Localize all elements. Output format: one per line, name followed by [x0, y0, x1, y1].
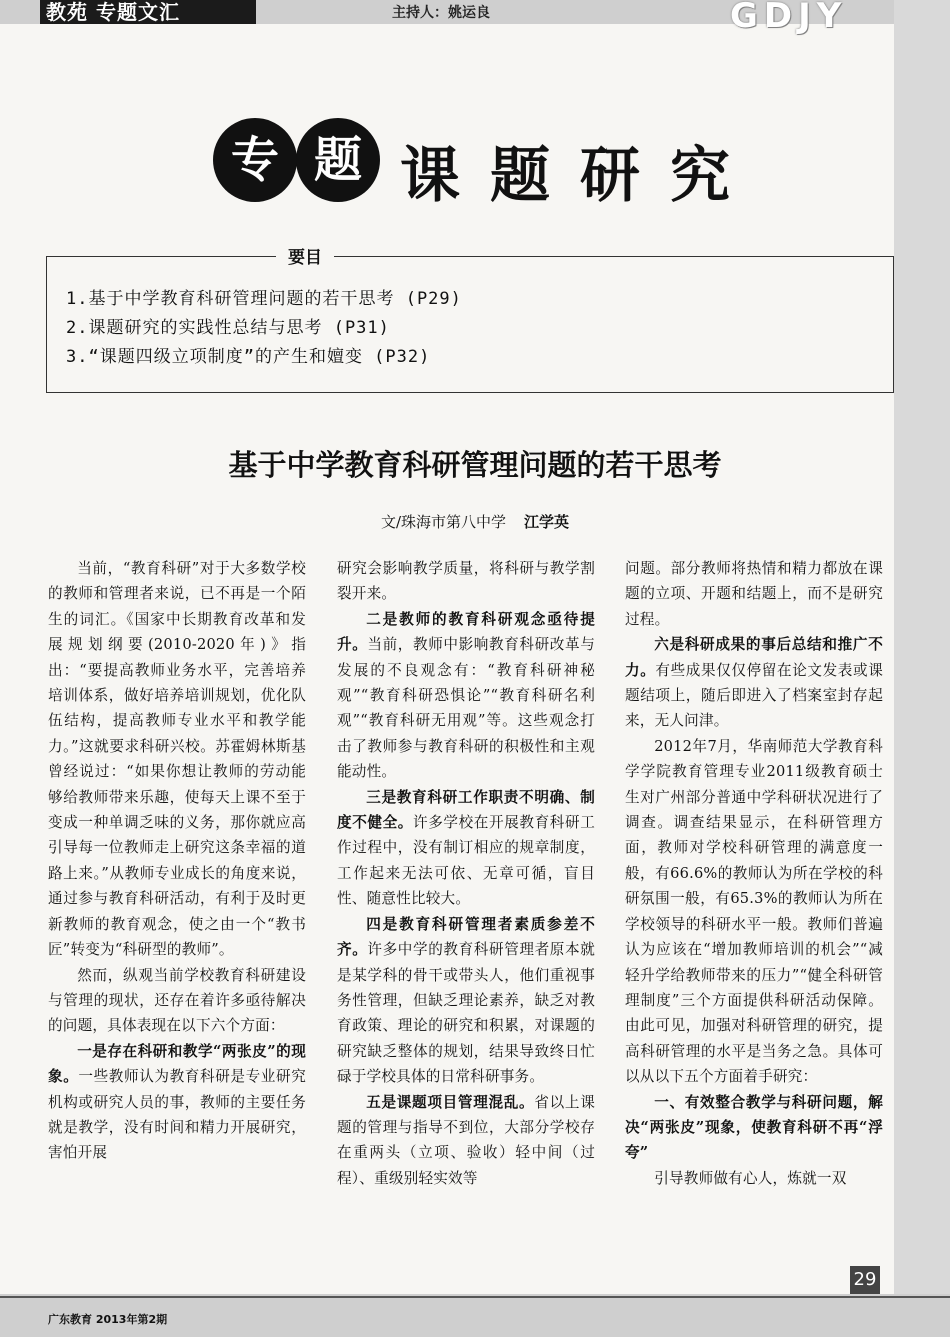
contents-item: 2.课题研究的实践性总结与思考 (P31) [66, 318, 390, 338]
paragraph: 当前，“教育科研”对于大多数学校的教师和管理者来说，已不再是一个陌生的词汇。《国家中长期教育改革和发展规划纲要(2010-2020年)》指出：“要提高教师业务水平，完善培养培训体系，做好培养培训规划，优化队伍结构，提高教师专业水平和教学能力。”这就要求科研兴校。苏霍姆林斯基曾经说过：“如果你想让教师的劳动能够给教师带来乐趣，使每天上课不至于变成一种单调乏味的义务，那你就应高引导每一位教师走上研究这条幸福的道路上来。”从教师专业成长的角度来说，通过参与教育科研活动，有利于及时更新教师的教育观念，使之由一个“教书匠”转变为“科研型的教师”。 [48, 560, 306, 959]
body-column-3 [625, 556, 883, 1191]
contents-item: 1.基于中学教育科研管理问题的若干思考 (P29) [66, 289, 462, 309]
paragraph [337, 912, 595, 1090]
paragraph [337, 607, 595, 785]
paragraph-text: 有些成果仅仅停留在论文发表或课题结项上，随后即进入了档案室封存起来，无人问津。 [625, 661, 883, 730]
paragraph [625, 632, 883, 734]
section-title: 课题研究 [400, 141, 760, 211]
column-host: 主持人：姚运良 [392, 5, 490, 21]
author-name: 江学英 [524, 513, 570, 531]
paragraph: 引导教师做有心人，炼就一双 [654, 1169, 847, 1187]
paragraph: 问题。部分教师将热情和精力都放在课题的立项、开题和结题上，而不是研究过程。 [625, 560, 883, 628]
body-column-1 [48, 556, 306, 1166]
subheading [625, 1090, 883, 1166]
paragraph-text: 当前，教师中影响教育科研改革与发展的不良观念有：“教育科研神秘观”“教育科研恐惧论”“教育科研名利观”“教育科研无用观”等。这些观念打击了教师参与教育科研的积极性和主观能动性。 [337, 636, 595, 781]
byline [0, 511, 950, 532]
paragraph-lead: 五是课题项目管理混乱。 [366, 1093, 535, 1111]
paragraph-lead: 四是教育科研管理者素质参差不齐。 [337, 915, 595, 959]
paragraph [48, 1039, 306, 1166]
paragraph-text: 省以上课题的管理与指导不到位，大部分学校存在重两头（立项、验收）轻中间（过程）、重级别轻实效等 [337, 1093, 595, 1187]
section-circle-2: 题 [296, 118, 380, 202]
paragraph-text: 许多学校在开展教育科研工作过程中，没有制订相应的规章制度，工作起来无法可依、无章可循，盲目性、随意性比较大。 [337, 814, 595, 908]
paragraph [337, 1090, 595, 1192]
column-name: 教苑 专题文汇 [40, 0, 256, 24]
contents-item: 3.“课题四级立项制度”的产生和嬗变 (P32) [66, 347, 431, 367]
page-edge-shading [894, 0, 950, 1337]
paragraph [337, 785, 595, 912]
paragraph: 研究会影响教学质量，将科研与教学割裂开来。 [337, 560, 595, 603]
paragraph-lead: 一是存在科研和教学“两张皮”的现象。 [48, 1042, 306, 1086]
body-column-2 [337, 556, 595, 1191]
paragraph: 2012年7月，华南师范大学教育科学学院教育管理专业2011级教育硕士生对广州部分普通中学科研状况进行了调查。调查结果显示，在科研管理方面，教师对学校科研管理的满意度一般，有66.6%的教师认为所在学校的科研氛围一般，有65.3%的教师认为所在学校领导的科研水平一般。教师们普遍认为应该在“增加教师培训的机会”“减轻升学给教师带来的压力”“健全科研管理制度”三个方面提供科研活动保障。由此可见，加强对科研管理的研究，提高科研管理的水平是当务之急。具体可以从以下五个方面着手研究： [625, 737, 883, 1086]
subheading-text: 一、有效整合教学与科研问题，解决“两张皮”现象，使教育科研不再“浮夸” [625, 1093, 883, 1162]
article-title: 基于中学教育科研管理问题的若干思考 [228, 448, 722, 482]
journal-logo: GDJY [730, 0, 848, 36]
page-number: 29 [850, 1266, 880, 1294]
byline-prefix: 文/珠海市第八中学 [380, 513, 507, 531]
paragraph: 然而，纵观当前学校教育科研建设与管理的现状，还存在着许多亟待解决的问题，具体表现在以下六个方面： [48, 966, 306, 1035]
section-circle-1: 专 [213, 118, 297, 202]
paragraph-lead: 三是教育科研工作职责不明确、制度不健全。 [337, 788, 595, 832]
paragraph-text: 一些教师认为教育科研是专业研究机构或研究人员的事，教师的主要任务就是教学，没有时间和精力开展研究，害怕开展 [48, 1068, 306, 1162]
paragraph-lead: 六是科研成果的事后总结和推广不力。 [625, 636, 883, 679]
paragraph-lead: 二是教师的教育科研观念亟待提升。 [337, 610, 595, 654]
contents-title: 要目 [276, 243, 334, 268]
footer-divider [0, 1296, 950, 1298]
journal-issue: 广东教育 2013年第2期 [48, 1313, 168, 1326]
paragraph-text: 许多中学的教育科研管理者原本就是某学科的骨干或带头人，他们重视事务性管理，但缺乏理论素养，缺乏对教育政策、理论的研究和积累，对课题的研究缺乏整体的规划，结果导致终日忙碌于学校具体的日常科研事务。 [337, 941, 595, 1086]
